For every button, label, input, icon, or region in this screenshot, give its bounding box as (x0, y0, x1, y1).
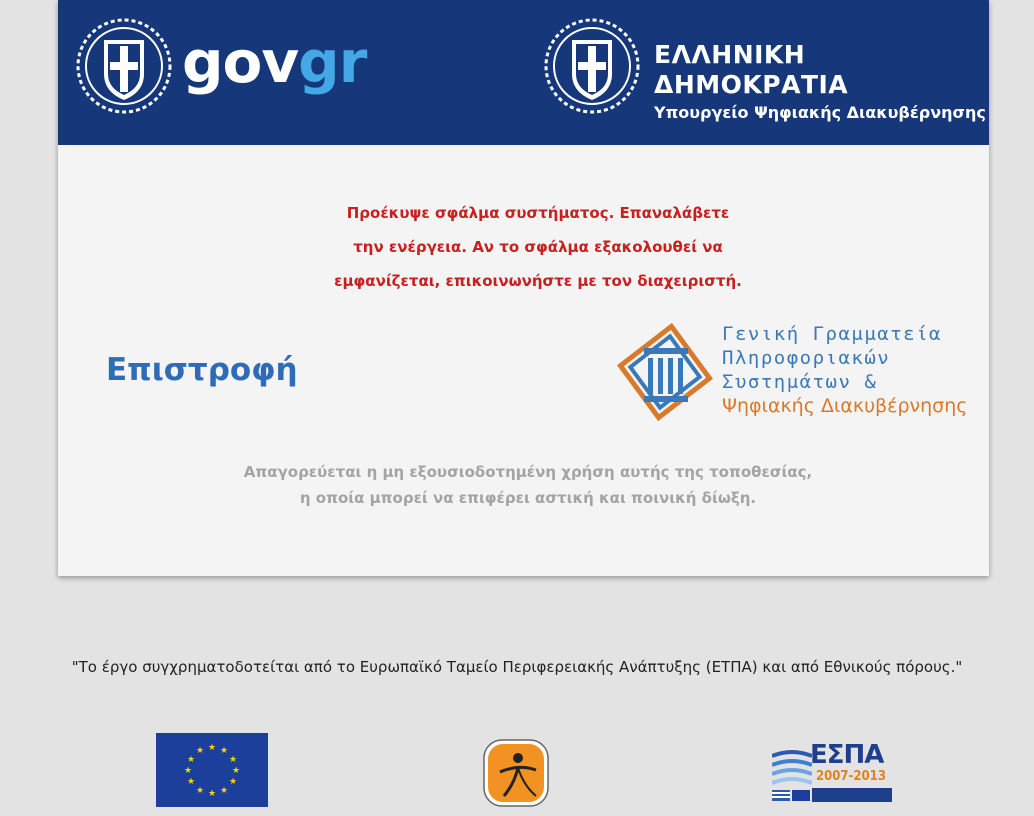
svg-text:★: ★ (219, 786, 229, 796)
govgr-logo[interactable] (182, 22, 366, 102)
espa-title: ΕΣΠΑ (810, 740, 884, 770)
espa-logo (772, 740, 892, 804)
svg-text:★: ★ (219, 746, 229, 756)
error-message (248, 196, 828, 298)
error-line: την ενέργεια. Αν το σφάλμα εξακολουθεί να (353, 238, 723, 256)
svg-text:★: ★ (207, 743, 217, 753)
espa-flags-bar-icon (772, 788, 892, 802)
espa-waves-icon (772, 748, 812, 786)
usage-warning (178, 459, 878, 511)
gsis-logo-icon (610, 322, 720, 432)
logo-gr-text: gr (298, 28, 367, 96)
content-card (58, 0, 989, 576)
error-line: εμφανίζεται, επικοινωνήστε με τον διαχειριστή. (334, 272, 742, 290)
gsis-line: Γενική Γραμματεία (722, 323, 942, 345)
funding-statement: "Το έργο συγχρηματοδοτείται από το Ευρωπαϊκό Ταμείο Περιφερειακής Ανάπτυξης (ΕΤΠΑ) και από Εθνικούς πόρους." (71, 658, 963, 676)
greek-coat-of-arms-icon (74, 16, 174, 116)
back-link[interactable]: Επιστροφή (106, 352, 298, 388)
svg-text:★: ★ (186, 777, 196, 787)
ministry-block (654, 40, 989, 123)
ministry-name: Υπουργείο Ψηφιακής Διακυβέρνησης (654, 103, 986, 122)
greek-coat-of-arms-icon (542, 16, 642, 116)
svg-text:★: ★ (228, 755, 238, 765)
warning-line: Απαγορεύεται η μη εξουσιοδοτημένη χρήση αυτής της τοποθεσίας, (243, 463, 813, 481)
logo-gov-text: gov (182, 28, 299, 96)
error-line: Προέκυψε σφάλμα συστήματος. Επαναλάβετε (346, 204, 730, 222)
warning-line: η οποία μπορεί να επιφέρει αστική και ποινική δίωξη. (299, 489, 757, 507)
gsis-line: Ψηφιακής Διακυβέρνησης (722, 395, 968, 417)
gsis-name (722, 322, 967, 418)
svg-text:★: ★ (186, 755, 196, 765)
republic-title: ΕΛΛΗΝΙΚΗ ΔΗΜΟΚΡΑΤΙΑ (654, 40, 849, 99)
svg-text:★: ★ (207, 789, 217, 799)
gsis-line: Πληροφοριακών (722, 347, 891, 369)
svg-text:★: ★ (195, 786, 205, 796)
espa-years: 2007-2013 (816, 769, 886, 784)
svg-text:★: ★ (228, 777, 238, 787)
gsis-line: Συστημάτων & (722, 371, 878, 393)
svg-text:★: ★ (231, 766, 241, 776)
svg-text:★: ★ (195, 746, 205, 756)
site-header (58, 0, 989, 145)
operational-programme-logo-icon (478, 736, 558, 810)
eu-flag-icon (156, 733, 268, 807)
svg-text:★: ★ (183, 766, 193, 776)
